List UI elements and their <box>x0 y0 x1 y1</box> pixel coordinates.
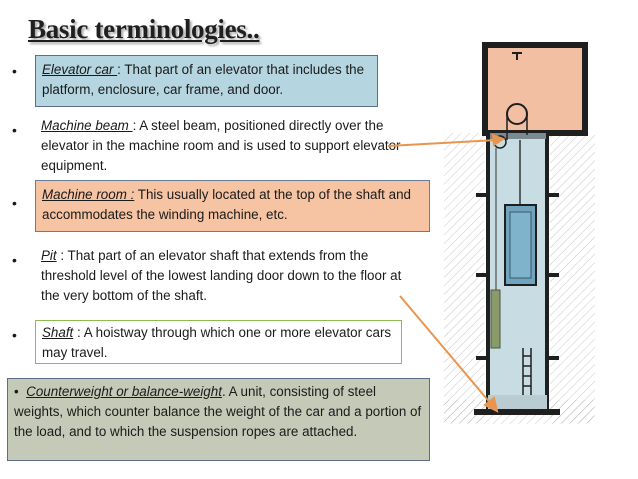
term-machine-room: Machine room : <box>42 187 135 202</box>
slide-title: Basic terminologies.. <box>28 14 260 44</box>
definition-text: : That part of an elevator shaft that extends from the threshold level of the lowest landing door down to the floor at the very bottom of the shaft. <box>41 248 402 303</box>
bullet-3: • <box>12 195 17 211</box>
term-elevator-car: Elevator car <box>42 62 118 77</box>
term-shaft: Shaft <box>42 325 74 340</box>
term-machine-beam: Machine beam <box>41 118 133 133</box>
machine-room <box>485 45 585 133</box>
definition-text: : A hoistway through which one or more elevator cars may travel. <box>42 325 392 360</box>
term-counterweight: Counterweight or balance-weight <box>26 384 222 399</box>
bullet-6: • <box>14 384 19 399</box>
elevator-car <box>505 205 536 285</box>
definition-text: . A unit, consisting of steel weights, which counter balance the weight of the car and a portion of the load, and to which the suspension ropes are attached. <box>14 384 422 439</box>
bullet-5: • <box>12 327 17 343</box>
definition-text: : A steel beam, positioned directly over the elevator in the machine room and is used to support elevator equipment. <box>41 118 401 173</box>
counterweight <box>491 290 500 348</box>
definition-text: : That part of an elevator that includes the platform, enclosure, car frame, and door. <box>42 62 365 97</box>
bullet-2: • <box>12 122 17 138</box>
bullet-1: • <box>12 63 17 79</box>
term-pit: Pit <box>41 248 57 263</box>
bullet-4: • <box>12 252 17 268</box>
definition-text: This usually located at the top of the shaft and accommodates the winding machine, etc. <box>42 187 411 222</box>
